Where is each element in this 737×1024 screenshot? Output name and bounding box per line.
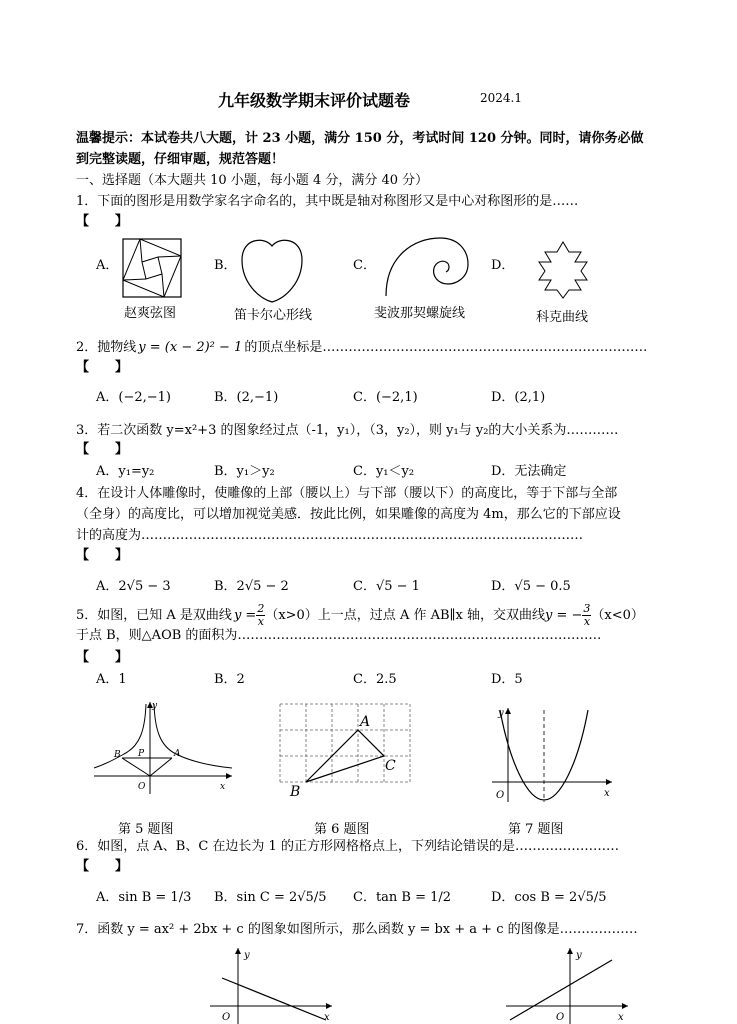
q1-answer-bracket: 【 】: [76, 214, 129, 229]
q7-stem: 7．函数 y = ax² + 2bx + c 的图象如图所示，那么函数 y = bx + a + c 的图像是………………: [76, 922, 638, 937]
figure-7-caption: 第 7 题图: [508, 822, 564, 837]
q5-answer-bracket: 【 】: [76, 650, 129, 665]
q5-option-b: B．2: [214, 672, 245, 687]
koch-snowflake-diagram: [528, 240, 598, 300]
fig5-label-p: P: [138, 749, 145, 759]
q1-caption-c: 斐波那契螺旋线: [374, 306, 466, 321]
exam-date: 2024.1: [480, 91, 522, 105]
q1-option-a: A．: [96, 258, 119, 273]
q4-option-a: A．2√5 − 3: [96, 579, 171, 594]
q4-answer-bracket: 【 】: [76, 548, 129, 563]
q5-option-c: C．2.5: [353, 672, 397, 687]
fig6-label-c: C: [385, 758, 396, 774]
q7g2-label-x: x: [618, 1012, 624, 1023]
q7g1-label-x: x: [324, 1012, 330, 1023]
q2-option-c: C．(−2,1): [353, 390, 418, 405]
q2-option-a: A．(−2,−1): [96, 390, 171, 405]
fig5-label-b: B: [114, 750, 121, 760]
q7g2-label-o: O: [556, 1012, 565, 1023]
q5-option-d: D．5: [491, 672, 523, 687]
q2-formula: y = (x − 2)² − 1: [138, 340, 243, 355]
q5-fraction-1: $\frac{2}{x}$: [257, 602, 265, 628]
q5-text-b: （x>0）上一点，过点 A 作 AB∥x 轴，交双曲线: [265, 608, 546, 623]
q2-stem: [76, 340, 647, 356]
q6-stem: 6．如图，点 A、B、C 在边长为 1 的正方形网格格点上，下列结论错误的是……………………: [76, 839, 619, 854]
figure-5-caption: 第 5 题图: [118, 822, 174, 837]
fig6-label-a: A: [360, 714, 371, 730]
q7-option-graph-2: [504, 946, 630, 1024]
q7-option-graph-1: [208, 946, 334, 1024]
q1-caption-a: 赵爽弦图: [124, 306, 177, 321]
q7g1-label-o: O: [222, 1012, 231, 1023]
fig5-label-o: O: [138, 782, 146, 792]
q7g2-label-y: y: [576, 950, 582, 961]
q2-stem-suffix: 的顶点坐标是…………………………………………………………………: [244, 340, 648, 355]
q3-stem: 3．若二次函数 y=x²+3 的图象经过点（-1，y₁），（3，y₂），则 y₁与 y₂的大小关系为…………: [76, 423, 619, 438]
fig7-label-o: O: [496, 790, 505, 801]
q6-option-c: C．tan B = 1/2: [353, 890, 452, 905]
q1-option-d: D．: [491, 258, 515, 273]
q3-option-a: A．y₁=y₂: [96, 464, 155, 479]
q4-option-b: B．2√5 − 2: [214, 579, 289, 594]
q4-option-d: D．√5 − 0.5: [491, 579, 571, 594]
cardioid-diagram: [238, 236, 306, 304]
fig5-label-y: y: [152, 701, 158, 711]
q5-option-a: A．1: [96, 672, 127, 687]
q4-line-3: 计的高度为…………………………………………………………………………………………: [76, 528, 584, 543]
q5-fraction-2: $\frac{3}{x}$: [583, 602, 591, 628]
q6-answer-bracket: 【 】: [76, 859, 129, 874]
q4-line-2: （全身）的高度比，可以增加视觉美感．按此比例，如果雕像的高度为 4m，那么它的下部应设: [76, 507, 621, 522]
figure-6-caption: 第 6 题图: [314, 822, 370, 837]
figure-5-hyperbola: [92, 700, 234, 796]
q5-text-a: 5．如图，已知 A 是双曲线: [76, 608, 232, 623]
fig7-label-x: x: [604, 788, 610, 799]
page-title: 九年级数学期末评价试题卷: [218, 91, 411, 110]
section-1-heading: 一、选择题（本大题共 10 小题，每小题 4 分，满分 40 分）: [76, 173, 429, 188]
q2-answer-bracket: 【 】: [76, 360, 129, 375]
q4-line-1: 4．在设计人体雕像时，使雕像的上部（腰以上）与下部（腰以下）的高度比，等于下部与全部: [76, 486, 618, 501]
q6-option-a: A．sin B = 1/3: [96, 890, 192, 905]
fibonacci-spiral-diagram: [384, 236, 470, 298]
q1-option-b: B．: [214, 258, 237, 273]
q6-option-b: B．sin C = 2√5/5: [214, 890, 327, 905]
fig6-label-b: B: [290, 784, 301, 800]
fig5-label-x: x: [220, 782, 226, 792]
q5-text-c: （x<0）: [591, 608, 644, 623]
q2-option-b: B．(2,−1): [214, 390, 279, 405]
q1-stem: 1．下面的图形是用数学家名字命名的，其中既是轴对称图形又是中心对称图形的是……: [76, 194, 579, 209]
q3-option-b: B．y₁＞y₂: [214, 464, 275, 479]
q3-answer-bracket: 【 】: [76, 442, 129, 457]
figure-7-parabola: [488, 704, 614, 804]
q7g1-label-y: y: [244, 950, 250, 961]
notice-line-2: 到完整读题，仔细审题，规范答题！: [76, 152, 285, 167]
q5-line-1: 5．如图，已知 A 是双曲线 y = $\frac{2}{x}$ （x>0）上一点，过点 A 作 AB∥x 轴，交双曲线y = − $\frac{3}{x}$ （x<0）: [76, 602, 644, 628]
notice-line-1: 温馨提示：本试卷共八大题，计 23 小题，满分 150 分，考试时间 120 分钟。同时，请你务必做: [76, 131, 644, 146]
q1-option-c: C．: [353, 258, 376, 273]
q2-stem-prefix: 2．抛物线: [76, 340, 137, 355]
q4-option-c: C．√5 − 1: [353, 579, 420, 594]
q2-option-d: D．(2,1): [491, 390, 546, 405]
q1-caption-d: 科克曲线: [536, 310, 589, 325]
zhao-shuang-diagram: [122, 238, 182, 298]
q1-caption-b: 笛卡尔心形线: [234, 308, 313, 323]
q6-option-d: D．cos B = 2√5/5: [491, 890, 607, 905]
fig7-label-y: y: [498, 708, 504, 719]
figure-6-grid-triangle: [278, 702, 412, 798]
fig5-label-a: A: [174, 749, 181, 759]
q3-option-d: D．无法确定: [491, 464, 567, 479]
q5-line-2: 于点 B，则△AOB 的面积为…………………………………………………………………………: [76, 628, 602, 643]
q3-option-c: C．y₁＜y₂: [353, 464, 415, 479]
